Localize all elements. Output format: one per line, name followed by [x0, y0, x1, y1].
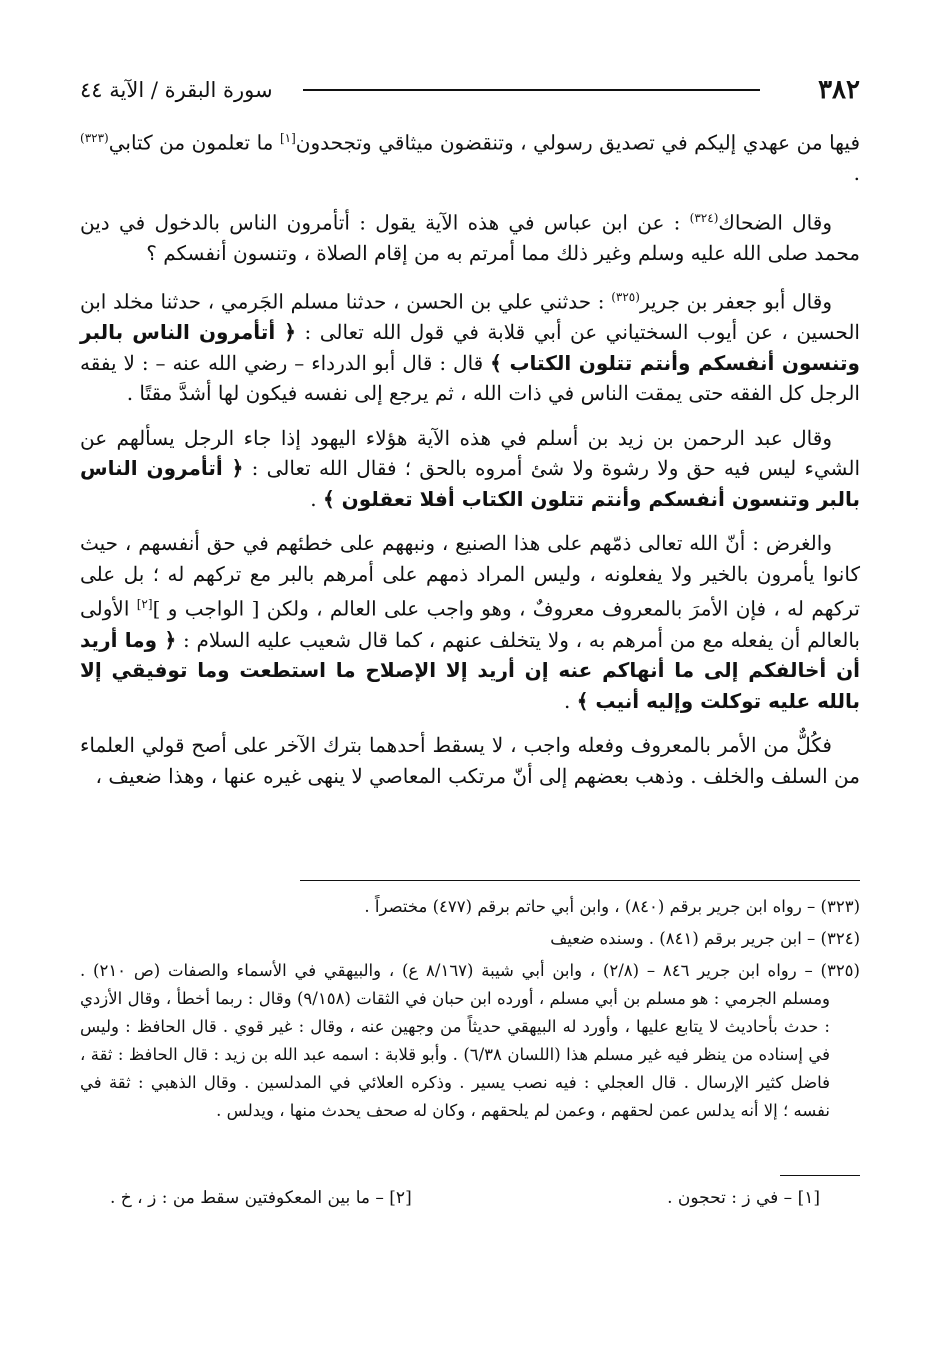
header-rule — [303, 89, 760, 91]
footnote-row — [80, 1188, 860, 1208]
note-323: (٣٢٣) – رواه ابن جرير برقم (٨٤٠) ، وابن أبي حاتم برقم (٤٧٧) مختصراً . — [364, 897, 860, 916]
running-title: سورة البقرة / الآية ٤٤ — [80, 78, 273, 102]
notes-rule — [300, 880, 860, 881]
paragraph-4: وقال عبد الرحمن بن زيد بن أسلم في هذه الآية هؤلاء اليهود إذا جاء الرجل يسألهم عن الشيء ليس فيه حق ولا رشوة ولا شئ أمروه بالحق ؛ فقال الله تعالى : ﴿ أتأمرون الناس بالبر وتنسون أنفسكم وأنتم تتلون الكتاب أفلا تعقلون ﴾ . — [80, 425, 861, 511]
book-page — [80, 55, 860, 1295]
endnotes — [80, 880, 860, 1129]
page-header — [80, 65, 860, 115]
note-324: (٣٢٤) – ابن جرير برقم (٨٤١) . وسنده ضعيف — [550, 929, 860, 948]
quran-verse: ﴿ وما أريد أن أخالفكم إلى ما أنهاكم عنه إن أريد إلا الإصلاح ما استطعت وما توفيقي إلا بالله عليه توكلت وإليه أنيب ﴾ — [80, 627, 860, 713]
paragraph-6: فكُلٌّ من الأمر بالمعروف وفعله واجب ، لا يسقط أحدهما بترك الآخر على أصح قولي العلماء من السلف والخلف . وذهب بعضهم إلى أنّ مرتكب المعاصي لا ينهى غيره عنها ، وهذا ضعيف ، — [80, 733, 860, 788]
footnote-1: [١] – في ز : تحجون . — [667, 1188, 820, 1208]
note-ref: (٣٢٥) — [611, 290, 640, 305]
note-325: (٣٢٥) – رواه ابن جرير ٨٤٦ – (٢/٨) ، وابن أبي شيبة (٨/١٦٧ ع) ، والبيهقي في الأسماء والصفات (ص ٢١٠) . ومسلم الجرمي : هو مسلم بن أبي مسلم ، أورده ابن حبان في الثقات (٩/١٥٨) وقال : ربما أخطأ ، وقال الأزدي : حدث بأحاديث لا يتابع عليها ، وأورد له البيهقي حديثاً من وجهين عنه ، وقال : غير قوي . قال الحافظ : وليس في إسناده من ينظر فيه غير مسلم هذا (اللسان ٦/٣٨) . وأبو قلابة : اسمه عبد الله بن زيد : قال الحافظ : ثقة ، فاضل كثير الإرسال . قال العجلي : فيه نصب يسير . وذكره العلائي في المدلسين . وقال الذهبي : ثقة في نفسه ؛ إلا أنه يدلس عمن لحقهم ، وعمن لم يلحقهم ، وكان له صحف يحدث منها ، ويدلس . — [80, 961, 860, 1120]
page-number: ٣٨٢ — [818, 75, 860, 105]
quran-verse: ﴿ أتأمرون الناس بالبر وتنسون أنفسكم وأنتم تتلون الكتاب أفلا تعقلون ﴾ — [80, 456, 860, 511]
paragraph-5: والغرض : أنّ الله تعالى ذمّهم على هذا الصنيع ، ونبههم على خطئهم في حق أنفسهم ، حيث كانوا يأمرون بالخير ولا يفعلونه ، وليس المراد ذمهم على أمرهم بالبر مع تركهم له ؛ بل على تركهم له ، فإن الأمرَ بالمعروف معروفٌ ، وهو واجب على العالم ، ولكن [ الواجب و ][٢] الأولى بالعالم أن يفعله مع من أمرهم به ، ولا يتخلف عنهم ، كما قال شعيب عليه السلام : ﴿ وما أريد أن أخالفكم إلى ما أنهاكم عنه إن أريد إلا الإصلاح ما استطعت وما توفيقي إلا بالله عليه توكلت وإليه أنيب ﴾ . — [80, 531, 860, 713]
note-ref: (٣٢٣) — [80, 131, 109, 145]
footnote-ref: [١] — [279, 131, 296, 145]
paragraph-3: وقال أبو جعفر بن جرير$^{(٣٢٥)}$ : حدثني علي بن الحسن ، حدثنا مسلم الجَرمي ، حدثنا مخلد ابن الحسين ، عن أيوب السختياني عن أبي قلابة في قول الله تعالى : ﴿ أتأمرون الناس بالبر وتنسون أنفسكم وأنتم تتلون الكتاب ﴾ قال : قال أبو الدرداء – رضي الله عنه – : لا يفقه الرجل كل الفقه حتى يمقت الناس في ذات الله ، ثم يرجع إلى نفسه فيكون لها أشدَّ مقتًا . — [80, 289, 860, 406]
main-text — [80, 123, 860, 805]
paragraph-1: فيها من عهدي إليكم في تصديق رسولي ، وتنقضون ميثاقي وتجحدون[١] ما تعلمون من كتابي$^{(٣٢٣)}$ . — [80, 130, 860, 186]
paragraph-2: وقال الضحاك$^{(٣٢٤)}$ : عن ابن عباس في هذه الآية يقول : أتأمرون الناس بالدخول في دين محمد صلى الله عليه وسلم وغير ذلك مما أمرتم به من إقام الصلاة ، وتنسون أنفسكم ؟ — [80, 210, 860, 265]
note-ref: (٣٢٤) — [689, 210, 719, 225]
footnote-2: [٢] – ما بين المعكوفتين سقط من : ز ، خ . — [110, 1188, 412, 1208]
footnotes — [80, 1175, 860, 1208]
footnote-ref: [٢] — [136, 597, 153, 612]
quran-verse: ﴿ أتأمرون الناس بالبر وتنسون أنفسكم وأنتم تتلون الكتاب ﴾ — [80, 320, 860, 375]
footnotes-rule — [780, 1175, 860, 1176]
